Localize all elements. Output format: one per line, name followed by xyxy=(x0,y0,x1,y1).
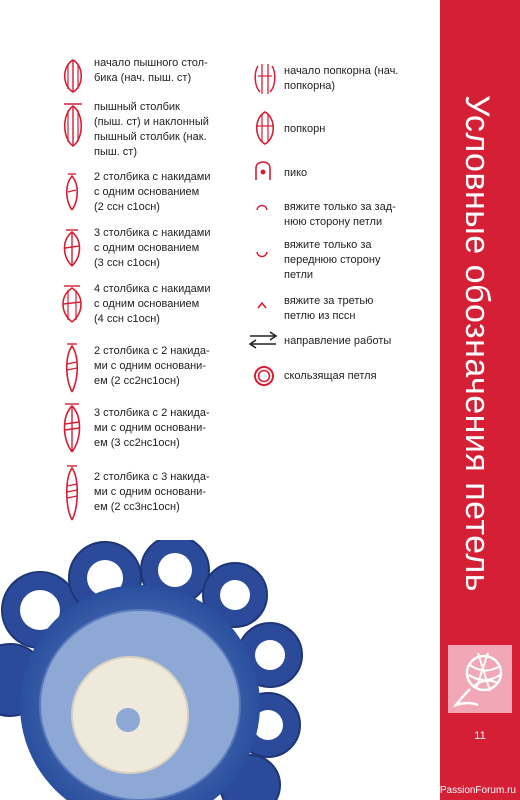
yarn-ball-icon xyxy=(448,645,512,713)
legend-text: попкорн xyxy=(284,123,326,135)
back-loop-icon xyxy=(254,200,270,214)
legend-text: 2 столбика с 2 накида- ми с одним основани- ем (2 сс2нс1осн) xyxy=(94,345,210,387)
legend-text: 3 столбика с 2 накида- ми с одним основани- ем (3 сс2нс1осн) xyxy=(94,407,210,449)
legend-text: начало попкорна (нач. попкорна) xyxy=(284,65,399,92)
magic-ring-icon xyxy=(252,364,276,388)
three-tr-one-base-icon xyxy=(60,400,84,456)
crochet-doily-photo xyxy=(0,540,440,800)
legend-item-two-dtr xyxy=(94,470,244,515)
puff-start-icon xyxy=(60,56,86,96)
side-title: Условные обозначения петель xyxy=(458,95,496,592)
legend-text: начало пышного стол- бика (нач. пыш. ст) xyxy=(94,57,208,84)
page-number: 11 xyxy=(474,730,486,742)
legend-text: пико xyxy=(284,167,308,179)
four-dc-one-base-icon xyxy=(58,282,86,326)
legend-item-picot xyxy=(284,166,434,181)
legend-text: вяжите только за зад- нюю сторону петли xyxy=(284,201,396,228)
legend-item-three-dc xyxy=(94,226,244,271)
legend-item-magic-ring xyxy=(284,369,434,384)
two-dtr-one-base-icon xyxy=(62,462,82,524)
popcorn-icon xyxy=(252,108,278,148)
side-title-container xyxy=(440,0,520,645)
legend-text: скользящая петля xyxy=(284,370,377,382)
legend-item-back-loop xyxy=(284,200,434,230)
yarn-ball-logo xyxy=(448,645,512,713)
legend-text: 2 столбика с накидами с одним основанием (2 ссн с1осн) xyxy=(94,171,211,213)
watermark: PassionForum.ru xyxy=(439,785,516,796)
legend-item-puff-start xyxy=(94,56,244,86)
legend-item-two-tr xyxy=(94,344,244,389)
popcorn-start-icon xyxy=(252,58,278,98)
picot-icon xyxy=(252,158,274,184)
two-dc-one-base-icon xyxy=(62,170,82,214)
legend-text: 2 столбика с 3 накида- ми с одним основани- ем (2 сс3нс1осн) xyxy=(94,471,210,513)
direction-arrows-icon xyxy=(246,330,280,350)
third-loop-icon xyxy=(254,298,270,312)
legend-text: вяжите за третью петлю из пссн xyxy=(284,295,374,322)
legend-item-two-dc xyxy=(94,170,244,215)
two-tr-one-base-icon xyxy=(62,340,82,396)
legend-item-three-tr xyxy=(94,406,244,451)
legend-text: вяжите только за переднюю сторону петли xyxy=(284,239,381,281)
legend-item-puff-stitch xyxy=(94,100,244,160)
legend-item-four-dc xyxy=(94,282,244,327)
three-dc-one-base-icon xyxy=(60,226,84,270)
legend-text: 3 столбика с накидами с одним основанием (3 ссн с1осн) xyxy=(94,227,211,269)
front-loop-icon xyxy=(254,248,270,262)
legend-item-popcorn-start xyxy=(284,64,434,94)
legend-text: пышный столбик (пыш. ст) и наклонный пышный столбик (нак. пыш. ст) xyxy=(94,101,209,158)
legend-item-popcorn xyxy=(284,122,434,137)
puff-stitch-icon xyxy=(60,100,86,150)
legend-text: 4 столбика с накидами с одним основанием (4 ссн с1осн) xyxy=(94,283,211,325)
legend-item-direction xyxy=(284,334,434,349)
legend-text: направление работы xyxy=(284,335,392,347)
legend-item-third-loop xyxy=(284,294,434,324)
legend-item-front-loop xyxy=(284,238,434,283)
